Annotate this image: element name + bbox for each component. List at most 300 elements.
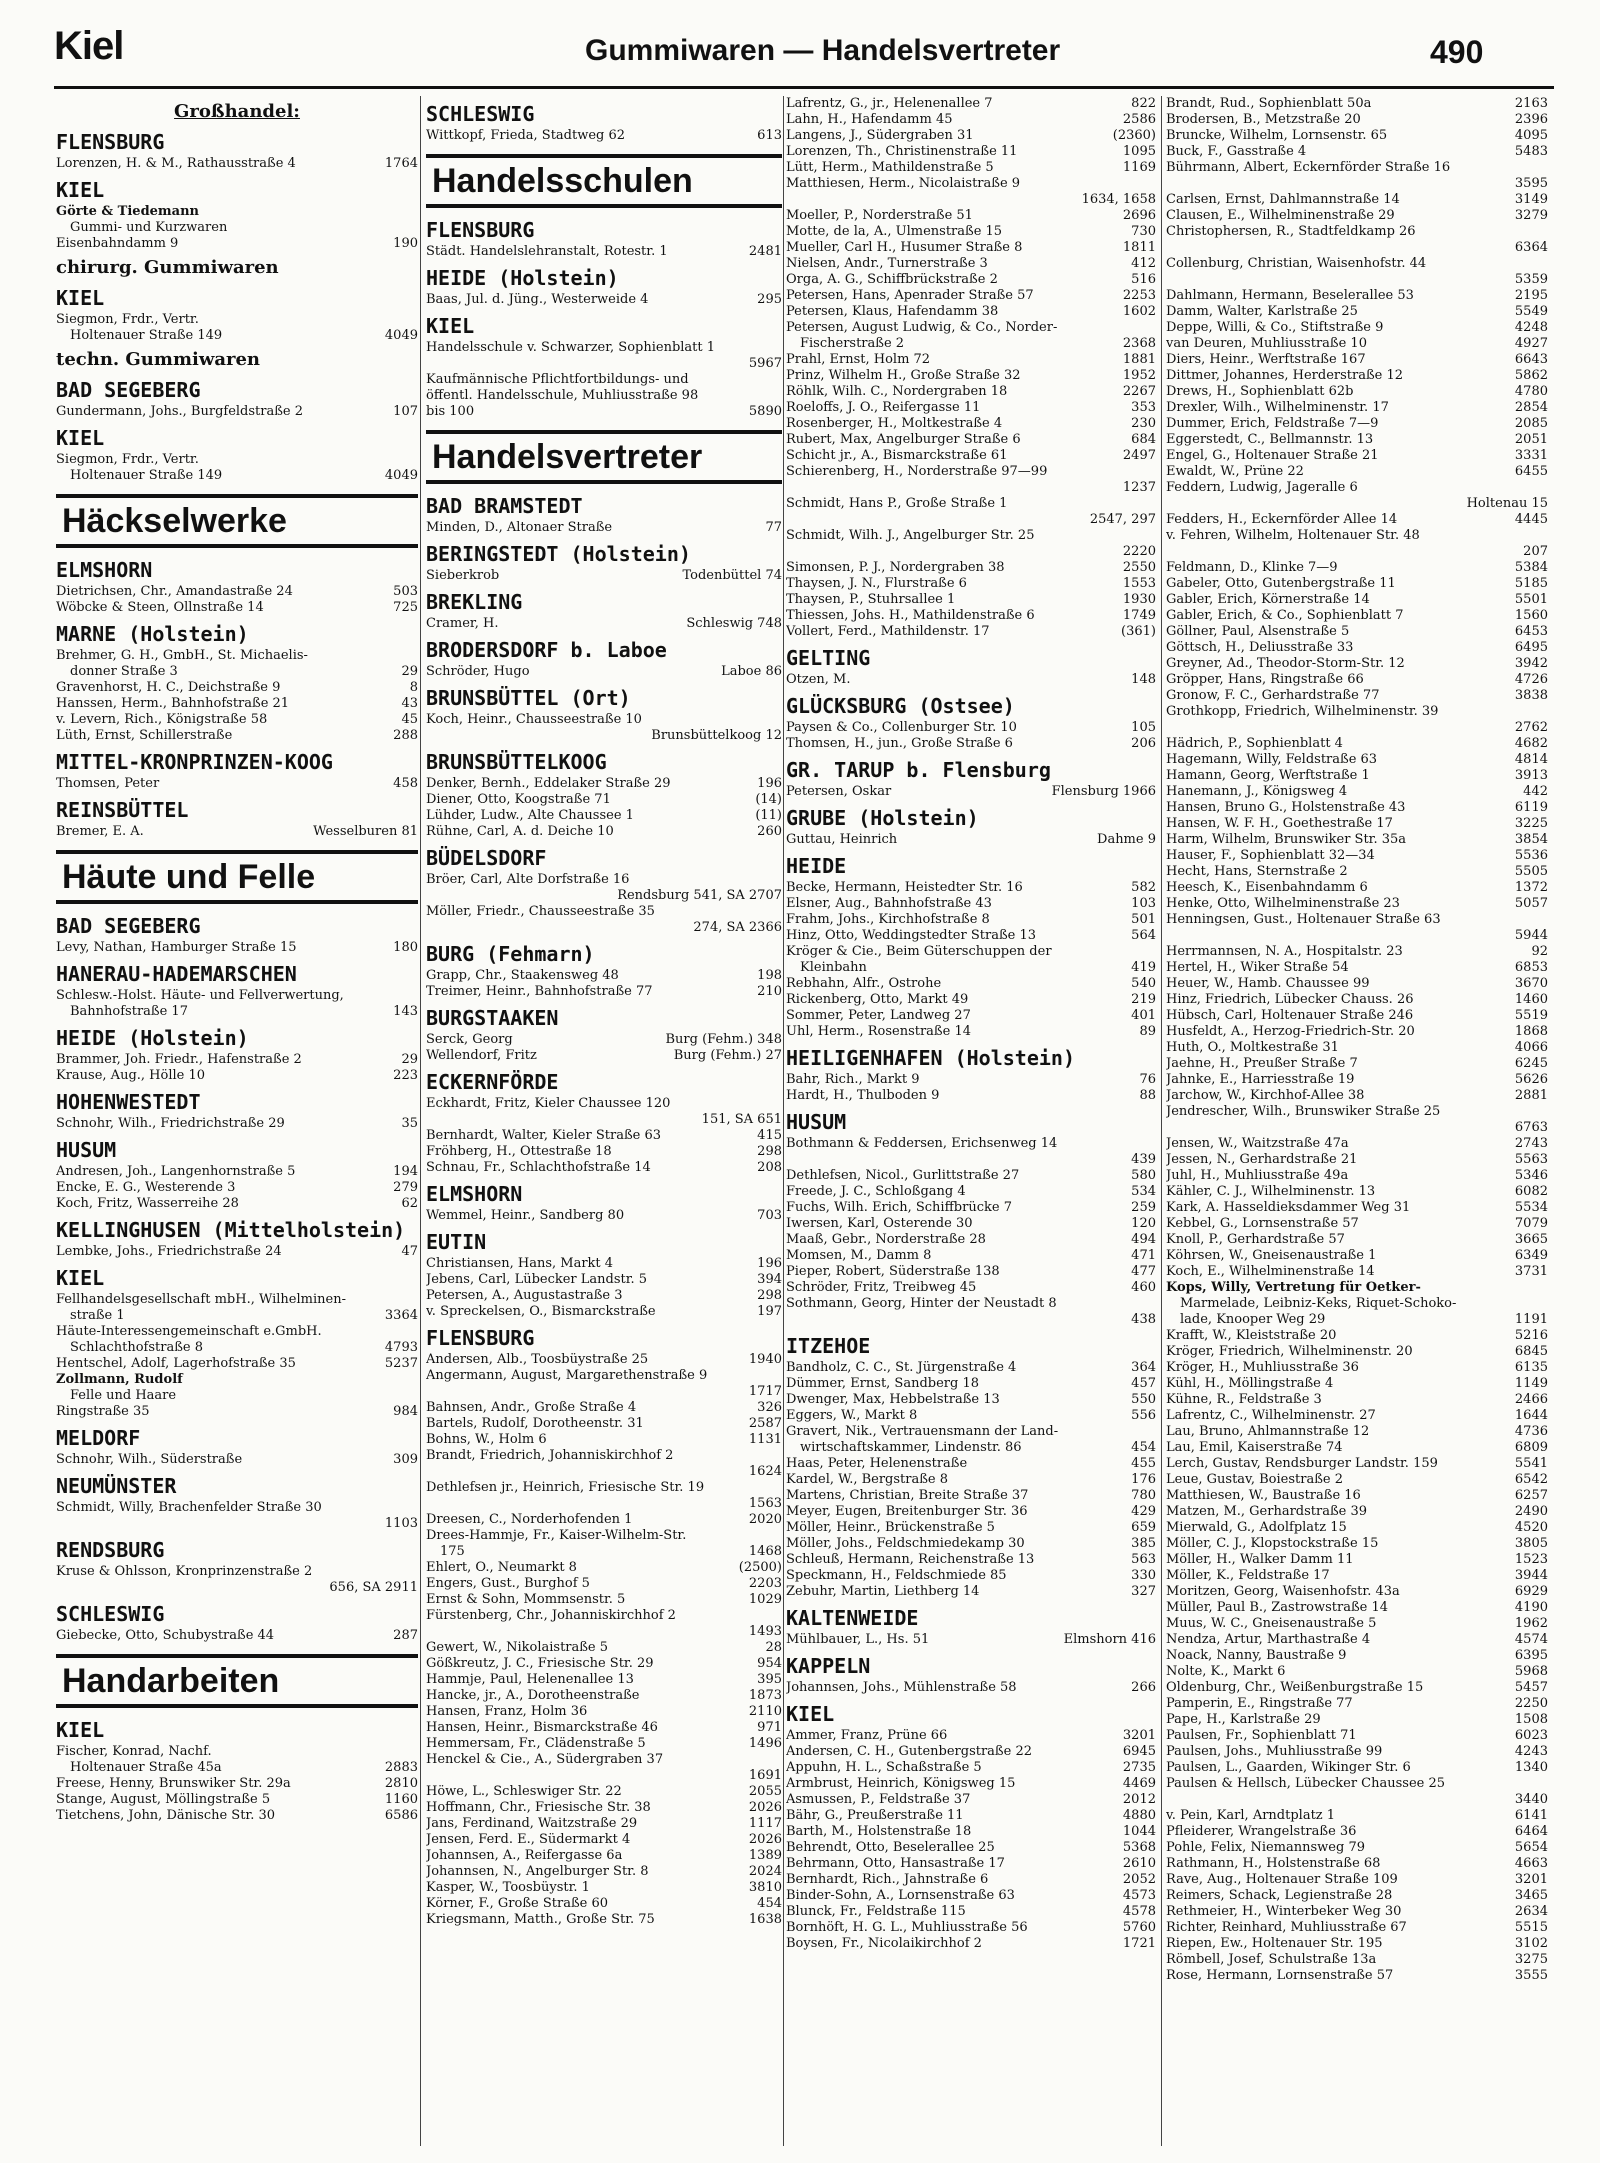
directory-entry	[786, 992, 1156, 1008]
directory-entry	[56, 1564, 418, 1580]
entry-text: Städt. Handelslehranstalt, Rotestr. 1	[426, 244, 668, 259]
entry-text: Rose, Hermann, Lornsenstraße 57	[1166, 1968, 1394, 1983]
directory-entry	[786, 608, 1156, 624]
entry-text: Bahnsen, Andr., Große Straße 4	[426, 1400, 637, 1415]
entry-text: Lafrentz, G., jr., Helenenallee 7	[786, 96, 993, 111]
entry-text: Hauser, F., Sophienblatt 32—34	[1166, 848, 1375, 863]
phone-number: 6023	[1514, 1728, 1548, 1743]
directory-entry	[786, 1632, 1156, 1648]
phone-number: 703	[757, 1208, 782, 1223]
entry-text: Hansen, Heinr., Bismarckstraße 46	[426, 1720, 658, 1735]
entry-text: Handelsschule v. Schwarzer, Sophienblatt 1	[426, 340, 716, 355]
entry-text: Andersen, C. H., Gutenbergstraße 22	[786, 1744, 1032, 1759]
entry-text: Jessen, N., Gerhardstraße 21	[1166, 1152, 1358, 1167]
city-heading: BÜDELSDORF	[426, 846, 547, 870]
directory-entry	[426, 1512, 782, 1528]
directory-entry	[786, 416, 1156, 432]
column-1	[56, 96, 418, 2146]
directory-entry	[786, 832, 1156, 848]
entry-text: Carlsen, Ernst, Dahlmannstraße 14	[1166, 192, 1400, 207]
directory-entry	[426, 1464, 782, 1480]
entry-text: Thomsen, Peter	[56, 776, 160, 791]
entry-text: Damm, Walter, Karlstraße 25	[1166, 304, 1358, 319]
phone-number: 3942	[1514, 656, 1548, 671]
phone-number: 5536	[1514, 848, 1548, 863]
phone-number: 1389	[748, 1848, 782, 1863]
directory-entry	[56, 1776, 418, 1792]
directory-entry	[1166, 1568, 1548, 1584]
phone-number: 298	[757, 1288, 782, 1303]
city-heading: HEILIGENHAFEN (Holstein)	[786, 1046, 1075, 1070]
phone-number: 454	[1131, 1440, 1156, 1455]
entry-text: Engel, G., Holtenauer Straße 21	[1166, 448, 1379, 463]
entry-text: Pieper, Robert, Süderstraße 138	[786, 1264, 1000, 1279]
directory-entry	[786, 1424, 1156, 1440]
phone-number: 1811	[1122, 240, 1156, 255]
entry-text: Hansen, W. F. H., Goethestraße 17	[1166, 816, 1393, 831]
phone-number: 3595	[1514, 176, 1548, 191]
entry-text: Rosenberger, H., Moltkestraße 4	[786, 416, 1003, 431]
directory-entry	[786, 368, 1156, 384]
phone-number: 4248	[1514, 320, 1548, 335]
entry-text: Drexler, Wilh., Wilhelminenstr. 17	[1166, 400, 1389, 415]
entry-text: Holtenauer Straße 45a	[70, 1760, 222, 1775]
phone-number: 259	[1131, 1200, 1156, 1215]
directory-entry	[786, 1552, 1156, 1568]
entry-text: Lüth, Ernst, Schillerstraße	[56, 728, 233, 743]
directory-entry	[786, 1808, 1156, 1824]
entry-text: Gundermann, Johs., Burgfeldstraße 2	[56, 404, 304, 419]
directory-entry	[786, 1008, 1156, 1024]
entry-text: Möller, Johs., Feldschmiedekamp 30	[786, 1536, 1025, 1551]
phone-number: 3665	[1514, 1232, 1548, 1247]
directory-entry	[786, 448, 1156, 464]
directory-entry	[426, 1624, 782, 1640]
directory-entry	[1166, 976, 1548, 992]
directory-entry	[426, 520, 782, 536]
phone-number: 2587	[748, 1416, 782, 1431]
entry-text: Juhl, H., Muhliusstraße 49a	[1166, 1168, 1349, 1183]
entry-text: Gabler, Erich, & Co., Sophienblatt 7	[1166, 608, 1404, 623]
directory-entry	[1166, 1040, 1548, 1056]
entry-text: Wöbcke & Steen, Ollnstraße 14	[56, 600, 264, 615]
phone-number: 1638	[748, 1912, 782, 1927]
section-heading: Handelsschulen	[426, 154, 782, 208]
entry-text: Boysen, Fr., Nicolaikirchhof 2	[786, 1936, 982, 1951]
directory-entry	[786, 1296, 1156, 1312]
entry-text: Greyner, Ad., Theodor-Storm-Str. 12	[1166, 656, 1405, 671]
directory-entry	[1166, 1648, 1548, 1664]
phone-number: 207	[1523, 544, 1548, 559]
phone-number: 2055	[748, 1784, 782, 1799]
directory-entry	[426, 920, 782, 936]
phone-number: 5185	[1514, 576, 1548, 591]
directory-entry	[426, 1448, 782, 1464]
directory-entry	[1166, 368, 1548, 384]
phone-number: 288	[393, 728, 418, 743]
entry-text: Petersen, Klaus, Hafendamm 38	[786, 304, 999, 319]
directory-entry	[426, 1208, 782, 1224]
entry-text: Freese, Henny, Brunswiker Str. 29a	[56, 1776, 291, 1791]
entry-text: Kark, A. Hasseldieksdammer Weg 31	[1166, 1200, 1411, 1215]
phone-number: Laboe 86	[721, 664, 782, 679]
directory-entry	[786, 1216, 1156, 1232]
phone-number: 1340	[1514, 1760, 1548, 1775]
directory-entry	[786, 512, 1156, 528]
phone-number: 2253	[1122, 288, 1156, 303]
entry-text: Riepen, Ew., Holtenauer Str. 195	[1166, 1936, 1383, 1951]
entry-text: Minden, D., Altonaer Straße	[426, 520, 613, 535]
phone-number: 5057	[1514, 896, 1548, 911]
directory-entry	[1166, 688, 1548, 704]
directory-entry	[426, 1592, 782, 1608]
phone-number: 1940	[748, 1352, 782, 1367]
directory-entry	[426, 984, 782, 1000]
phone-number: 3201	[1122, 1728, 1156, 1743]
directory-entry	[426, 1672, 782, 1688]
entry-text: Serck, Georg	[426, 1032, 513, 1047]
entry-text: Kriegsmann, Matth., Große Str. 75	[426, 1912, 655, 1927]
entry-text: Petersen, A., Augustastraße 3	[426, 1288, 623, 1303]
directory-entry	[786, 672, 1156, 688]
entry-text: Henningsen, Gust., Holtenauer Straße 63	[1166, 912, 1441, 927]
directory-entry	[1166, 1088, 1548, 1104]
directory-entry	[786, 1728, 1156, 1744]
phone-number: 6586	[384, 1808, 418, 1823]
entry-text: Brandt, Friedrich, Johanniskirchhof 2	[426, 1448, 674, 1463]
directory-entry	[426, 1528, 782, 1544]
directory-entry	[786, 1168, 1156, 1184]
phone-number: 4927	[1514, 336, 1548, 351]
entry-text: Siegmon, Frdr., Vertr.	[56, 452, 199, 467]
phone-number: 5359	[1514, 272, 1548, 287]
entry-text: Fischerstraße 2	[800, 336, 905, 351]
directory-entry	[56, 312, 418, 328]
entry-text: Dietrichsen, Chr., Amandastraße 24	[56, 584, 293, 599]
directory-entry	[426, 1864, 782, 1880]
directory-entry	[1166, 96, 1548, 112]
entry-text: Richter, Reinhard, Muhliusstraße 67	[1166, 1920, 1407, 1935]
phone-number: 6763	[1514, 1120, 1548, 1135]
directory-entry	[1166, 1296, 1548, 1312]
phone-number: 194	[393, 1164, 418, 1179]
phone-number: (14)	[755, 792, 782, 807]
phone-number: 4726	[1514, 672, 1548, 687]
entry-text: Kasper, W., Toosbüystr. 1	[426, 1880, 590, 1895]
phone-number: 298	[757, 1144, 782, 1159]
phone-number: 1103	[384, 1516, 418, 1531]
directory-entry	[56, 680, 418, 696]
section-heading: Handelsvertreter	[426, 430, 782, 484]
city-heading: ECKERNFÖRDE	[426, 1070, 559, 1094]
entry-text: Rethmeier, H., Winterbeker Weg 30	[1166, 1904, 1402, 1919]
city-heading: REINSBÜTTEL	[56, 798, 189, 822]
directory-entry	[1166, 1584, 1548, 1600]
phone-number: 2020	[748, 1512, 782, 1527]
directory-entry	[56, 1244, 418, 1260]
entry-text: Rickenberg, Otto, Markt 49	[786, 992, 969, 1007]
phone-number: 471	[1131, 1248, 1156, 1263]
directory-entry	[1166, 1168, 1548, 1184]
entry-text: Orga, A. G., Schiffbrückstraße 2	[786, 272, 998, 287]
entry-text: Matthiesen, Herm., Nicolaistraße 9	[786, 176, 1021, 191]
directory-entry	[786, 720, 1156, 736]
directory-entry	[426, 1640, 782, 1656]
phone-number: 230	[1131, 416, 1156, 431]
phone-number: 5457	[1514, 1680, 1548, 1695]
directory-entry	[786, 736, 1156, 752]
phone-number: 1868	[1514, 1024, 1548, 1039]
phone-number: 266	[1131, 1680, 1156, 1695]
phone-number: 5534	[1514, 1200, 1548, 1215]
entry-text: Kruse & Ohlsson, Kronprinzenstraße 2	[56, 1564, 313, 1579]
entry-text: Schnau, Fr., Schlachthofstraße 14	[426, 1160, 651, 1175]
city-heading: BRUNSBÜTTELKOOG	[426, 750, 607, 774]
entry-text: Matzen, M., Gerhardstraße 39	[1166, 1504, 1368, 1519]
directory-entry	[786, 1136, 1156, 1152]
phone-number: 5501	[1514, 592, 1548, 607]
entry-text: Iwersen, Karl, Osterende 30	[786, 1216, 973, 1231]
phone-number: 455	[1131, 1456, 1156, 1471]
phone-number: 3331	[1514, 448, 1548, 463]
phone-number: 3854	[1514, 832, 1548, 847]
phone-number: 1029	[748, 1592, 782, 1607]
entry-text: Dummer, Erich, Feldstraße 7—9	[1166, 416, 1379, 431]
directory-entry	[426, 1880, 782, 1896]
city-heading: KIEL	[426, 314, 475, 338]
entry-text: Eckhardt, Fritz, Kieler Chaussee 120	[426, 1096, 671, 1111]
entry-text: Thomsen, H., jun., Große Straße 6	[786, 736, 1013, 751]
city-heading: BREKLING	[426, 590, 523, 614]
entry-text: Schleuß, Hermann, Reichenstraße 13	[786, 1552, 1035, 1567]
phone-number: 3810	[748, 1880, 782, 1895]
directory-entry	[1166, 1440, 1548, 1456]
entry-text: Nendza, Artur, Marthastraße 4	[1166, 1632, 1371, 1647]
phone-number: 62	[401, 1196, 418, 1211]
phone-number: 780	[1131, 1488, 1156, 1503]
entry-text: 175	[440, 1544, 465, 1559]
phone-number: 6929	[1514, 1584, 1548, 1599]
entry-text: Knoll, P., Gerhardstraße 57	[1166, 1232, 1345, 1247]
directory-entry	[786, 144, 1156, 160]
directory-entry	[1166, 1504, 1548, 1520]
directory-entry	[56, 1004, 418, 1020]
directory-entry	[786, 1920, 1156, 1936]
entry-text: Pape, H., Karlstraße 29	[1166, 1712, 1321, 1727]
directory-entry	[786, 224, 1156, 240]
directory-entry	[786, 784, 1156, 800]
entry-text: Bahr, Rich., Markt 9	[786, 1072, 920, 1087]
directory-entry	[786, 352, 1156, 368]
entry-text: öffentl. Handelsschule, Muhliusstraße 98	[426, 388, 699, 403]
phone-number: 656, SA 2911	[329, 1580, 418, 1595]
directory-entry	[786, 432, 1156, 448]
directory-entry	[426, 904, 782, 920]
phone-number: 2085	[1514, 416, 1548, 431]
phone-number: 1468	[748, 1544, 782, 1559]
phone-number: 197	[757, 1304, 782, 1319]
phone-number: 5944	[1514, 928, 1548, 943]
entry-text: Rebhahn, Alfr., Ostrohe	[786, 976, 942, 991]
directory-entry	[426, 1112, 782, 1128]
directory-entry	[786, 304, 1156, 320]
phone-number: Elmshorn 416	[1063, 1632, 1156, 1647]
directory-entry	[1166, 880, 1548, 896]
directory-entry	[786, 624, 1156, 640]
entry-text: Dahlmann, Hermann, Beselerallee 53	[1166, 288, 1414, 303]
directory-entry	[1166, 656, 1548, 672]
phone-number: 1117	[748, 1816, 782, 1831]
entry-text: Stange, August, Möllingstraße 5	[56, 1792, 271, 1807]
entry-text: Möller, Heinr., Brückenstraße 5	[786, 1520, 995, 1535]
phone-number: 2634	[1514, 1904, 1548, 1919]
phone-number: 330	[1131, 1568, 1156, 1583]
phone-number: 613	[757, 128, 782, 143]
phone-number: 582	[1131, 880, 1156, 895]
phone-number: 208	[757, 1160, 782, 1175]
phone-number: 2250	[1514, 1696, 1548, 1711]
phone-number: 3731	[1514, 1264, 1548, 1279]
directory-entry	[56, 1308, 418, 1324]
entry-text: Paulsen, Johs., Muhliusstraße 99	[1166, 1744, 1383, 1759]
entry-text: Muus, W. C., Gneisenaustraße 5	[1166, 1616, 1377, 1631]
entry-text: Rubert, Max, Angelburger Straße 6	[786, 432, 1021, 447]
city-heading: HEIDE (Holstein)	[56, 1026, 249, 1050]
city-heading: BRODERSDORF b. Laboe	[426, 638, 667, 662]
phone-number: 460	[1131, 1280, 1156, 1295]
entry-text: Holtenauer Straße 149	[70, 468, 223, 483]
city-heading: SCHLESWIG	[56, 1602, 165, 1626]
directory-entry	[1166, 256, 1548, 272]
entry-text: Appuhn, H. L., Schaßstraße 5	[786, 1760, 982, 1775]
directory-entry	[1166, 224, 1548, 240]
entry-text: Andersen, Alb., Toosbüystraße 25	[426, 1352, 649, 1367]
phone-number: 148	[1131, 672, 1156, 687]
entry-text: straße 1	[70, 1308, 125, 1323]
directory-entry	[1166, 1712, 1548, 1728]
entry-text: Lau, Bruno, Ahlmannstraße 12	[1166, 1424, 1370, 1439]
phone-number: 76	[1139, 1072, 1156, 1087]
city-heading: HUSUM	[56, 1138, 117, 1162]
entry-text: Gößkreutz, J. C., Friesische Str. 29	[426, 1656, 654, 1671]
entry-text: Thiessen, Johs. H., Mathildenstraße 6	[786, 608, 1035, 623]
phone-number: 564	[1131, 928, 1156, 943]
phone-number: 309	[393, 1452, 418, 1467]
entry-text: Koch, E., Wilhelminenstraße 14	[1166, 1264, 1375, 1279]
entry-text: Eisenbahndamm 9	[56, 236, 179, 251]
directory-entry	[56, 1324, 418, 1340]
phone-number: 1496	[748, 1736, 782, 1751]
entry-text: Behrendt, Otto, Beselerallee 25	[786, 1840, 995, 1855]
directory-entry	[786, 960, 1156, 976]
directory-entry	[786, 288, 1156, 304]
phone-number: Brunsbüttelkoog 12	[651, 728, 782, 743]
entry-text: Hardt, H., Thulboden 9	[786, 1088, 940, 1103]
phone-number: Dahme 9	[1097, 832, 1156, 847]
directory-entry	[56, 648, 418, 664]
entry-text: Hamann, Georg, Werftstraße 1	[1166, 768, 1370, 783]
phone-number: 4049	[384, 468, 418, 483]
entry-text: Möller, K., Feldstraße 17	[1166, 1568, 1330, 1583]
directory-entry	[1166, 1424, 1548, 1440]
column-divider	[420, 96, 421, 2146]
directory-entry	[786, 1488, 1156, 1504]
entry-text: Brehmer, G. H., GmbH., St. Michaelis-	[56, 648, 308, 663]
entry-text: Krause, Aug., Hölle 10	[56, 1068, 206, 1083]
entry-text: Zebuhr, Martin, Liethberg 14	[786, 1584, 980, 1599]
phone-number: 5515	[1514, 1920, 1548, 1935]
directory-entry	[1166, 1696, 1548, 1712]
directory-entry	[1166, 752, 1548, 768]
phone-number: 196	[757, 776, 782, 791]
phone-number: 2547, 297	[1089, 512, 1156, 527]
directory-entry	[426, 1736, 782, 1752]
directory-entry	[1166, 1392, 1548, 1408]
directory-entry	[786, 1200, 1156, 1216]
directory-entry	[426, 1416, 782, 1432]
phone-number: 5563	[1514, 1152, 1548, 1167]
city-heading: KIEL	[56, 426, 105, 450]
phone-number: 6455	[1514, 464, 1548, 479]
entry-text: lade, Knooper Weg 29	[1180, 1312, 1326, 1327]
entry-text: Freede, J. C., Schloßgang 4	[786, 1184, 966, 1199]
phone-number: 1624	[748, 1464, 782, 1479]
entry-text: Mierwald, G., Adolfplatz 15	[1166, 1520, 1347, 1535]
directory-entry	[1166, 992, 1548, 1008]
directory-entry	[1166, 1488, 1548, 1504]
phone-number: 3913	[1514, 768, 1548, 783]
directory-entry	[1166, 1552, 1548, 1568]
phone-number: 2051	[1514, 432, 1548, 447]
directory-entry	[56, 1116, 418, 1132]
phone-number: 107	[393, 404, 418, 419]
phone-number: 442	[1523, 784, 1548, 799]
city-heading: BERINGSTEDT (Holstein)	[426, 542, 691, 566]
directory-entry	[426, 968, 782, 984]
phone-number: 29	[401, 664, 418, 679]
phone-number: 6464	[1514, 1824, 1548, 1839]
entry-text: Martens, Christian, Breite Straße 37	[786, 1488, 1029, 1503]
directory-entry	[1166, 144, 1548, 160]
city-heading: KIEL	[786, 1702, 835, 1726]
entry-text: Hentschel, Adolf, Lagerhofstraße 35	[56, 1356, 296, 1371]
phone-number: 6809	[1514, 1440, 1548, 1455]
directory-entry	[56, 236, 418, 252]
directory-entry	[786, 912, 1156, 928]
entry-text: Matthiesen, W., Baustraße 16	[1166, 1488, 1361, 1503]
directory-entry	[1166, 320, 1548, 336]
directory-entry	[786, 1792, 1156, 1808]
directory-entry	[786, 576, 1156, 592]
directory-entry	[1166, 800, 1548, 816]
directory-entry	[426, 1656, 782, 1672]
phone-number: Todenbüttel 74	[682, 568, 782, 583]
entry-text: Paulsen, L., Gaarden, Wikinger Str. 6	[1166, 1760, 1411, 1775]
entry-text: Siegmon, Frdr., Vertr.	[56, 312, 199, 327]
phone-number: 6364	[1514, 240, 1548, 255]
entry-text: Brandt, Rud., Sophienblatt 50a	[1166, 96, 1372, 111]
phone-number: 1191	[1514, 1312, 1548, 1327]
entry-text: Cramer, H.	[426, 616, 499, 631]
city-heading: BAD SEGEBERG	[56, 378, 201, 402]
entry-text: Gronow, F. C., Gerhardstraße 77	[1166, 688, 1380, 703]
entry-text: Kleinbahn	[800, 960, 867, 975]
city-heading: KIEL	[56, 178, 105, 202]
phone-number: 4880	[1122, 1808, 1156, 1823]
city-heading: HEIDE (Holstein)	[426, 266, 619, 290]
entry-text: Fellhandelsgesellschaft mbH., Wilhelminen-	[56, 1292, 346, 1307]
directory-entry	[426, 1688, 782, 1704]
